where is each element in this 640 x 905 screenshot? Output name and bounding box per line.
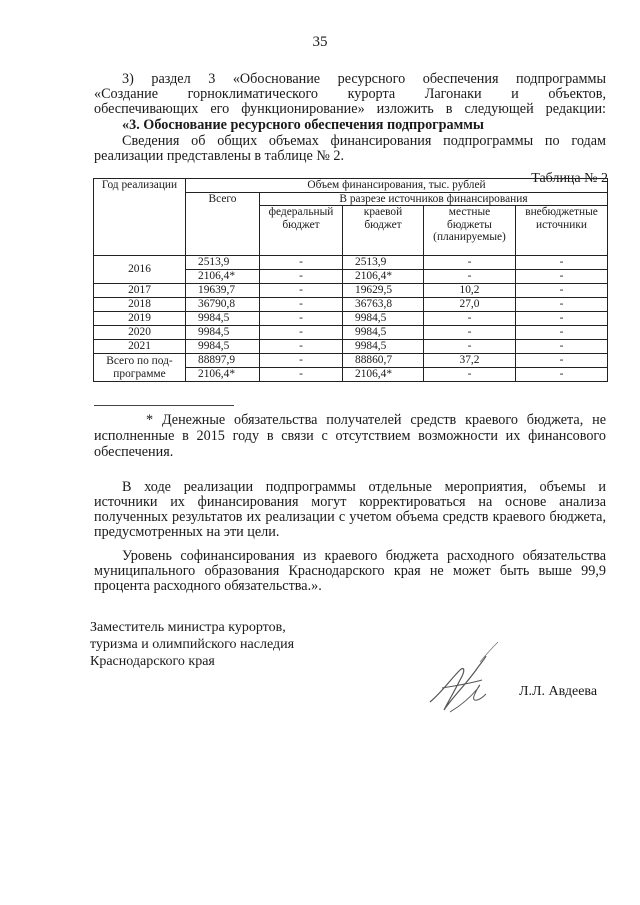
cell-regional: 9984,5 [343,326,424,340]
cell-federal: - [260,368,343,382]
footnote [94,412,606,460]
cell-regional: 88860,7 [343,354,424,368]
header-year: Год реализации [94,179,186,256]
cell-regional: 2106,4* [343,368,424,382]
handwritten-signature [420,640,510,725]
header-regional: краевой бюджет [343,206,424,256]
paragraph-line: В ходе реализации подпрограммы отдельные мероприятия, объемы и [122,479,606,495]
signatory-name: Л.Л. Авдеева [519,684,598,699]
cell-federal: - [260,340,343,354]
cell-local: - [424,368,516,382]
cell-extra: - [516,256,608,270]
cell-total: 19639,7 [186,284,260,298]
cell-extra: - [516,284,608,298]
header-volume: Объем финансирования, тыс. рублей [186,179,608,193]
signatory-title-line: Краснодарского края [90,654,215,669]
cell-year: 2020 [94,326,186,340]
cell-total: 9984,5 [186,326,260,340]
cell-extra: - [516,340,608,354]
cell-local: 37,2 [424,354,516,368]
paragraph-line: источники их финансирования могут корректироваться на основе анализа [94,494,606,510]
cell-extra: - [516,326,608,340]
footnote-divider [94,405,234,406]
header-by-source: В разрезе источников финансирования [260,192,608,206]
paragraph-cofinancing [94,549,606,594]
footnote-line: исполненные в 2015 году в связи с отсутствием возможности их финансового [94,428,606,444]
cell-regional: 2513,9 [343,256,424,270]
cell-local: - [424,256,516,270]
cell-local: - [424,270,516,284]
cell-regional: 9984,5 [343,312,424,326]
signatory-title-line: Заместитель министра курортов, [90,620,286,635]
table-row [94,326,608,340]
cell-year: 2017 [94,284,186,298]
table-row [94,340,608,354]
cell-extra: - [516,298,608,312]
cell-year: 2016 [94,256,186,284]
signatory-title-line: туризма и олимпийского наследия [90,637,295,652]
section-heading: «3. Обоснование ресурсного обеспечения подпрограммы [122,117,485,133]
cell-year: 2018 [94,298,186,312]
paragraph-implementation [94,480,606,540]
cell-year: программе [94,368,186,382]
cell-local: - [424,312,516,326]
cell-year: 2021 [94,340,186,354]
header-total: Всего [186,192,260,256]
header-extra: внебюджетные источники [516,206,608,256]
cell-total: 2106,4* [186,270,260,284]
cell-federal: - [260,284,343,298]
section-line: реализации представлены в таблице № 2. [94,148,345,164]
paragraph-line: процента расходного обязательства.». [94,578,322,594]
cell-local: - [424,326,516,340]
section-paragraph [94,134,606,164]
table-caption: Таблица № 2 [531,171,608,186]
cell-total: 9984,5 [186,340,260,354]
cell-total: 2513,9 [186,256,260,270]
cell-federal: - [260,298,343,312]
intro-line: обеспечивающих его функционирование» изложить в следующей редакции: [94,101,606,117]
intro-line: «Создание горноклиматического курорта Лагонаки и объектов, [94,86,606,102]
paragraph-line: Уровень софинансирования из краевого бюджета расходного обязательства [122,548,606,564]
cell-total: 88897,9 [186,354,260,368]
table-row [94,312,608,326]
header-federal: федеральный бюджет [260,206,343,256]
paragraph-line: полученных результатов их реализации с учетом объема средств краевого бюджета, [94,509,606,525]
table-row [94,256,608,270]
cell-regional: 9984,5 [343,340,424,354]
cell-total: 9984,5 [186,312,260,326]
cell-year: Всего по под- [94,354,186,368]
cell-extra: - [516,368,608,382]
intro-line: 3) раздел 3 «Обоснование ресурсного обеспечения подпрограммы [122,71,606,87]
cell-local: 27,0 [424,298,516,312]
cell-federal: - [260,354,343,368]
cell-total: 36790,8 [186,298,260,312]
cell-extra: - [516,270,608,284]
cell-federal: - [260,326,343,340]
section-line: Сведения об общих объемах финансирования подпрограммы по годам [122,133,606,149]
cell-extra: - [516,312,608,326]
signatory-title [90,619,294,670]
footnote-line: * Денежные обязательства получателей средств краевого бюджета, не [146,412,606,428]
cell-local: 10,2 [424,284,516,298]
header-local: местные бюджеты (планируемые) [424,206,516,256]
table-row [94,354,608,368]
table-row [94,368,608,382]
footnote-line: обеспечения. [94,444,174,460]
cell-federal: - [260,256,343,270]
cell-local: - [424,340,516,354]
cell-regional: 2106,4* [343,270,424,284]
page-number: 35 [312,34,328,50]
financing-table [93,178,608,382]
table-row [94,298,608,312]
cell-total: 2106,4* [186,368,260,382]
cell-federal: - [260,270,343,284]
table-row [94,284,608,298]
paragraph-line: муниципального образования Краснодарского края не может быть выше 99,9 [94,563,606,579]
cell-federal: - [260,312,343,326]
paragraph-line: предусмотренных на эти цели. [94,524,280,540]
cell-regional: 36763,8 [343,298,424,312]
cell-extra: - [516,354,608,368]
cell-regional: 19629,5 [343,284,424,298]
intro-paragraph [94,72,606,117]
cell-year: 2019 [94,312,186,326]
